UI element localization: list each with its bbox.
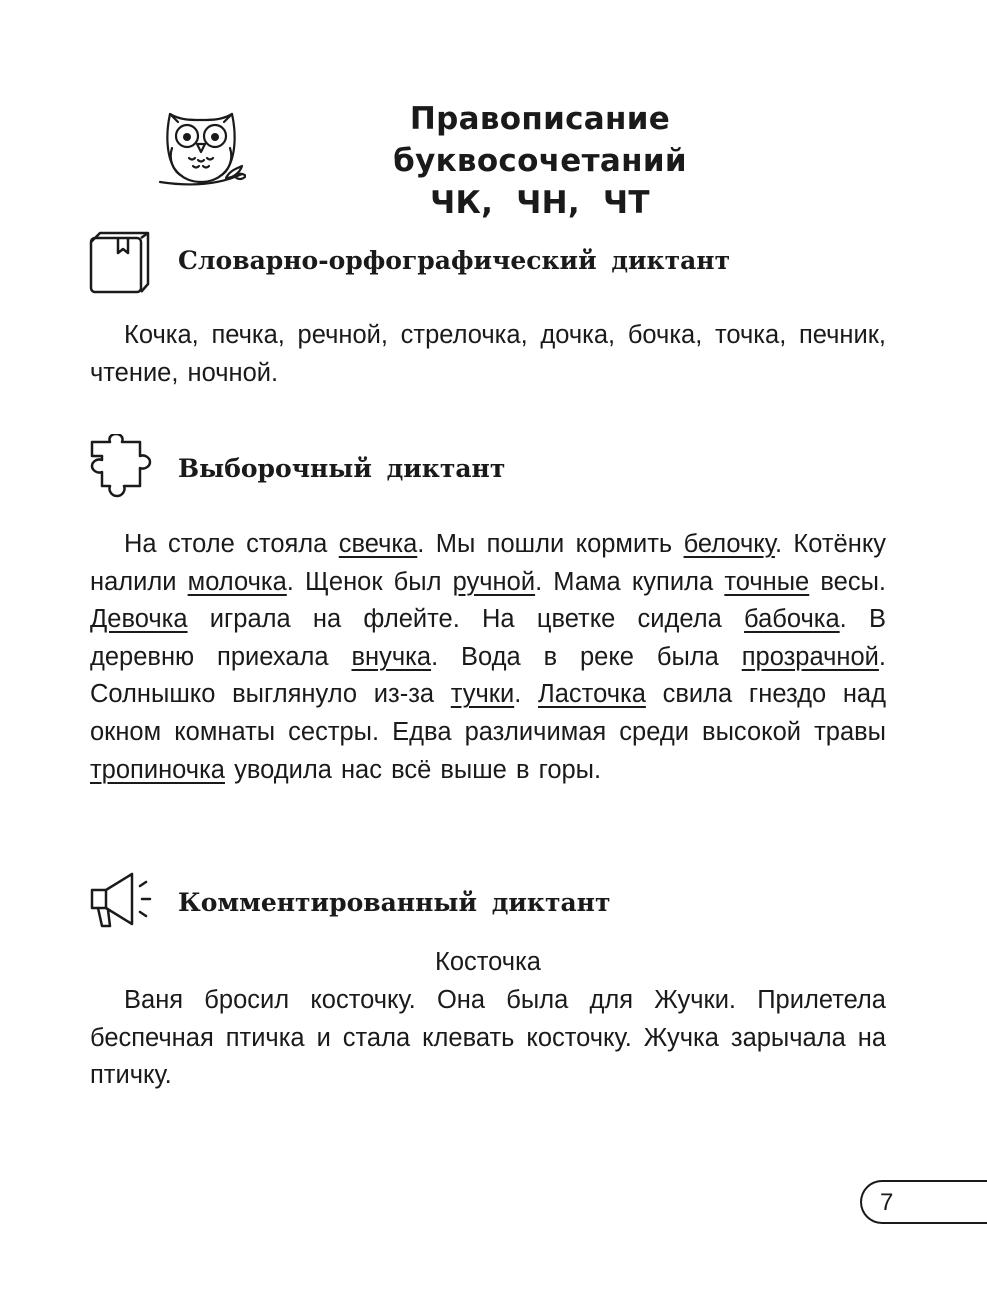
section-heading-selective	[88, 434, 888, 504]
text-fragment: . Котёнку налили	[90, 530, 887, 596]
text-fragment: .	[514, 680, 539, 709]
underlined-word: прозрачной	[741, 642, 879, 671]
text-fragment: . В деревню приехала	[90, 605, 886, 671]
underlined-word: Ласточка	[538, 680, 646, 709]
text-fragment: уводила нас всё выше в горы.	[224, 755, 602, 784]
text-fragment: . Мы пошли кормить	[417, 530, 684, 558]
title-line-1: Правописание буквосочетаний	[393, 101, 687, 179]
puzzle-icon	[88, 434, 158, 504]
section-title: Комментированный диктант	[178, 888, 611, 917]
title-line-2: ЧК, ЧН, ЧТ	[430, 185, 650, 221]
underlined-word: Девочка	[90, 605, 188, 634]
section-title: Выборочный диктант	[178, 454, 506, 483]
text-fragment: . Вода в реке была	[431, 642, 742, 671]
underlined-word: внучка	[351, 642, 432, 671]
underlined-word: белочку	[683, 530, 775, 558]
text-fragment: свила гнездо над окном комнаты сестры. Едва различимая среди высокой травы	[90, 680, 886, 746]
text-fragment: играла на флейте. На цветке сидела	[187, 605, 745, 634]
underlined-word: молочка	[187, 567, 287, 596]
page-number: 7	[880, 1189, 894, 1216]
megaphone-icon	[88, 868, 158, 938]
underlined-word: тучки	[450, 680, 515, 709]
underlined-word: бабочка	[744, 605, 840, 634]
section-heading-vocabulary	[88, 226, 888, 296]
text-fragment: весы.	[809, 567, 886, 596]
underlined-word: ручной	[452, 567, 536, 596]
page-number-tab	[860, 1180, 987, 1224]
text-fragment: . Мама купила	[535, 567, 725, 596]
text-fragment: На столе стояла	[124, 530, 339, 558]
underlined-word: тропиночка	[90, 755, 225, 784]
underlined-word: точные	[724, 567, 810, 596]
page-title	[260, 98, 820, 224]
text-fragment: . Солнышко выглянуло из-за	[90, 642, 886, 709]
vocabulary-text	[90, 317, 886, 392]
text-fragment: . Щенок был	[286, 567, 453, 596]
owl-icon	[156, 102, 246, 192]
underlined-word: свечка	[338, 530, 418, 558]
story-title: Косточка	[435, 948, 541, 976]
vocabulary-words: Кочка, печка, речной, стрелочка, дочка, бочка, точка, печник, чтение, ночной.	[90, 321, 886, 387]
section-title: Словарно-орфографический диктант	[178, 246, 731, 275]
commented-text	[90, 982, 886, 1095]
book-icon	[88, 226, 158, 296]
selective-text	[90, 526, 886, 789]
section-heading-commented	[88, 868, 888, 938]
title-block	[150, 96, 870, 221]
story-text: Ваня бросил косточку. Она была для Жучки. Прилетела беспечная птичка и стала клевать косточку. Жучка зарычала на птичку.	[90, 986, 886, 1090]
